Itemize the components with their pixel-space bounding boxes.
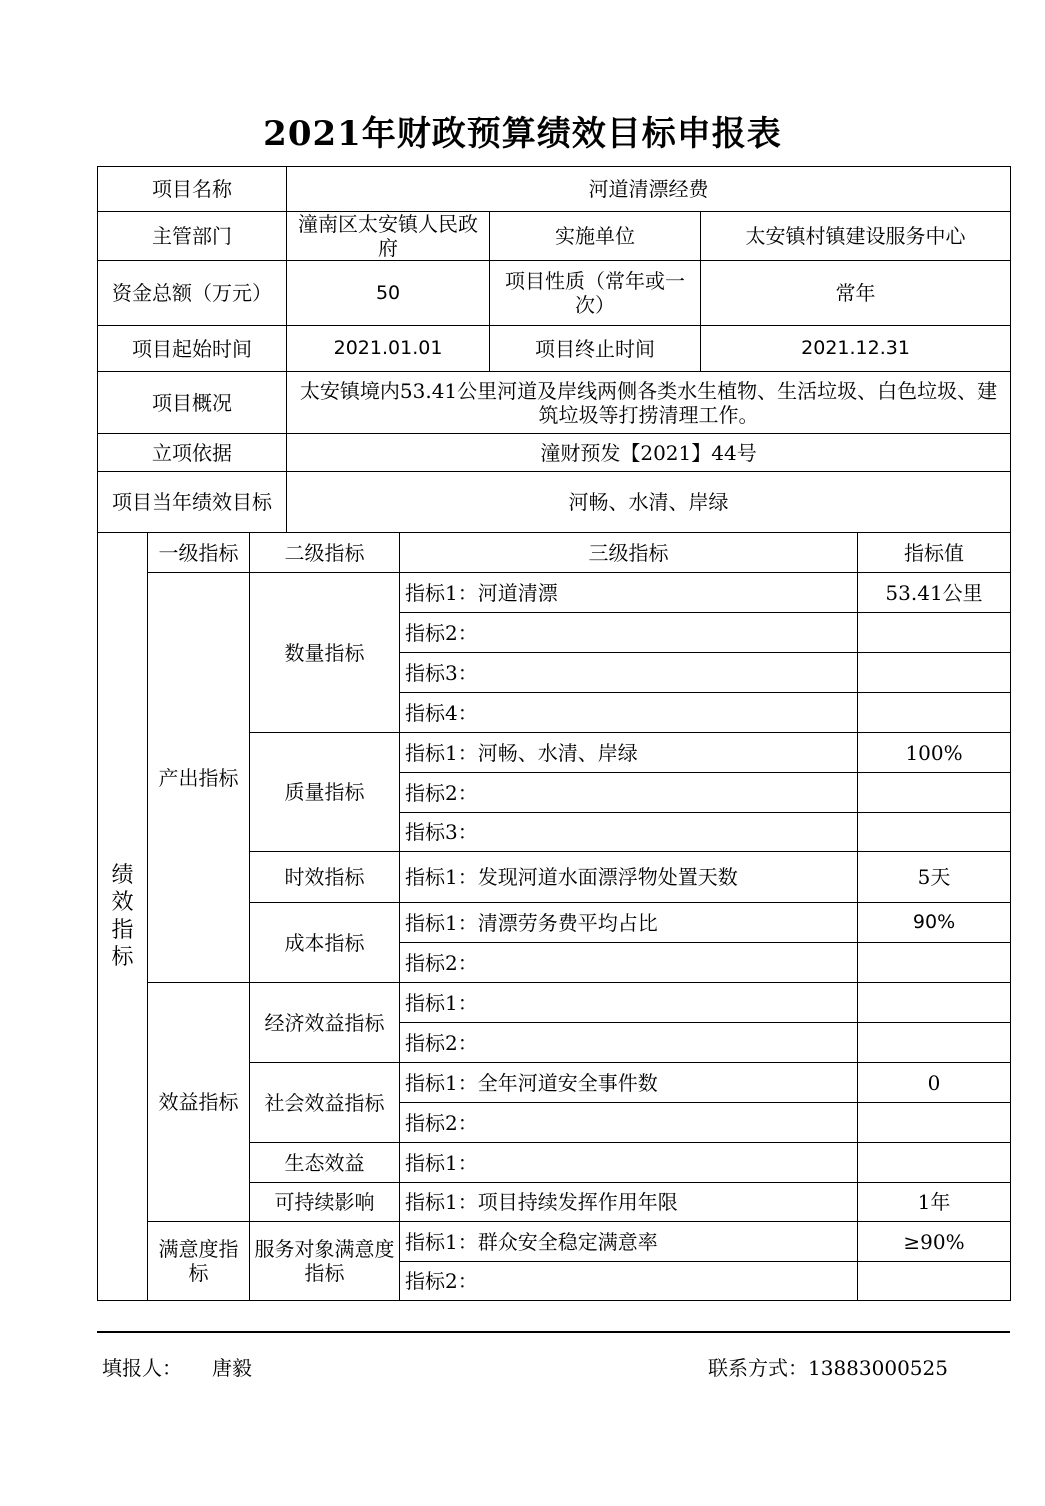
satisfaction-indicator-label: 满意度指标: [148, 1222, 250, 1301]
indicator-value: 1年: [858, 1183, 1011, 1222]
cost-indicator-label: 成本指标: [250, 903, 400, 983]
budget-performance-table: [97, 166, 1011, 1301]
start-label: 项目起始时间: [98, 326, 287, 372]
filler-section: [102, 1352, 252, 1381]
indicator-value: [858, 653, 1011, 693]
value-header: 指标值: [858, 533, 1011, 573]
row-basis: [98, 434, 1011, 472]
fund-value: 50: [287, 261, 490, 326]
dept-label: 主管部门: [98, 212, 287, 261]
level1-header: 一级指标: [148, 533, 250, 573]
indicator-name: 指标1：项目持续发挥作用年限: [400, 1183, 858, 1222]
indicator-header-row: [98, 533, 1011, 573]
overview-value: 太安镇境内53.41公里河道及岸线两侧各类水生植物、生活垃圾、白色垃圾、建筑垃圾等打捞清理工作。: [287, 372, 1011, 434]
end-value: 2021.12.31: [701, 326, 1011, 372]
performance-indicator-label: 绩效指标: [98, 533, 148, 1301]
indicator-name: 指标2：: [400, 943, 858, 983]
indicator-value: 0: [858, 1063, 1011, 1103]
indicator-value: [858, 943, 1011, 983]
indicator-name: 指标1：: [400, 1143, 858, 1183]
indicator-value: 5天: [858, 852, 1011, 903]
economic-indicator-label: 经济效益指标: [250, 983, 400, 1063]
basis-label: 立项依据: [98, 434, 287, 472]
nature-value: 常年: [701, 261, 1011, 326]
indicator-value: [858, 813, 1011, 852]
filler-label: 填报人：: [102, 1356, 182, 1380]
contact-number: 13883000525: [808, 1356, 948, 1380]
nature-label: 项目性质（常年或一次）: [490, 261, 701, 326]
indicator-name: 指标1：河道清漂: [400, 573, 858, 613]
indicator-name: 指标2：: [400, 1103, 858, 1143]
start-value: 2021.01.01: [287, 326, 490, 372]
contact-label: 联系方式：: [708, 1356, 808, 1380]
indicator-value: ≥90%: [858, 1222, 1011, 1262]
indicator-value: [858, 1262, 1011, 1301]
project-name-value: 河道清漂经费: [287, 167, 1011, 212]
benefit-indicator-label: 效益指标: [148, 983, 250, 1222]
table-row: [98, 983, 1011, 1023]
quality-indicator-label: 质量指标: [250, 733, 400, 852]
output-indicator-label: 产出指标: [148, 573, 250, 983]
indicator-value: 100%: [858, 733, 1011, 773]
filler-name: 唐毅: [212, 1356, 252, 1380]
basis-value: 潼财预发【2021】44号: [287, 434, 1011, 472]
timeliness-indicator-label: 时效指标: [250, 852, 400, 903]
indicator-value: [858, 773, 1011, 813]
indicator-name: 指标1：河畅、水清、岸绿: [400, 733, 858, 773]
indicator-name: 指标2：: [400, 1262, 858, 1301]
indicator-name: 指标2：: [400, 613, 858, 653]
row-dates: [98, 326, 1011, 372]
indicator-name: 指标1：发现河道水面漂浮物处置天数: [400, 852, 858, 903]
indicator-name: 指标1：: [400, 983, 858, 1023]
indicator-value: [858, 693, 1011, 733]
goal-value: 河畅、水清、岸绿: [287, 472, 1011, 533]
service-satisfaction-label: 服务对象满意度指标: [250, 1222, 400, 1301]
indicator-name: 指标2：: [400, 1023, 858, 1063]
indicator-name: 指标1：清漂劳务费平均占比: [400, 903, 858, 943]
table-row: [98, 573, 1011, 613]
unit-label: 实施单位: [490, 212, 701, 261]
ecological-indicator-label: 生态效益: [250, 1143, 400, 1183]
indicator-name: 指标2：: [400, 773, 858, 813]
sustainable-indicator-label: 可持续影响: [250, 1183, 400, 1222]
row-goal: [98, 472, 1011, 533]
row-overview: [98, 372, 1011, 434]
quantity-indicator-label: 数量指标: [250, 573, 400, 733]
indicator-name: 指标4：: [400, 693, 858, 733]
row-department: [98, 212, 1011, 261]
indicator-value: 53.41公里: [858, 573, 1011, 613]
page-title: 2021年财政预算绩效目标申报表: [263, 114, 782, 154]
row-fund: [98, 261, 1011, 326]
indicator-value: [858, 983, 1011, 1023]
table-row: [98, 1222, 1011, 1262]
fund-label: 资金总额（万元）: [98, 261, 287, 326]
dept-value: 潼南区太安镇人民政府: [287, 212, 490, 261]
end-label: 项目终止时间: [490, 326, 701, 372]
indicator-name: 指标1：全年河道安全事件数: [400, 1063, 858, 1103]
unit-value: 太安镇村镇建设服务中心: [701, 212, 1011, 261]
indicator-value: [858, 1023, 1011, 1063]
overview-label: 项目概况: [98, 372, 287, 434]
row-project-name: [98, 167, 1011, 212]
contact-section: [708, 1352, 948, 1381]
indicator-value: 90%: [858, 903, 1011, 943]
footer-divider: [97, 1331, 1010, 1333]
indicator-value: [858, 613, 1011, 653]
level3-header: 三级指标: [400, 533, 858, 573]
indicator-name: 指标1：群众安全稳定满意率: [400, 1222, 858, 1262]
project-name-label: 项目名称: [98, 167, 287, 212]
indicator-value: [858, 1103, 1011, 1143]
goal-label: 项目当年绩效目标: [98, 472, 287, 533]
indicator-name: 指标3：: [400, 653, 858, 693]
social-indicator-label: 社会效益指标: [250, 1063, 400, 1143]
indicator-name: 指标3：: [400, 813, 858, 852]
indicator-value: [858, 1143, 1011, 1183]
level2-header: 二级指标: [250, 533, 400, 573]
